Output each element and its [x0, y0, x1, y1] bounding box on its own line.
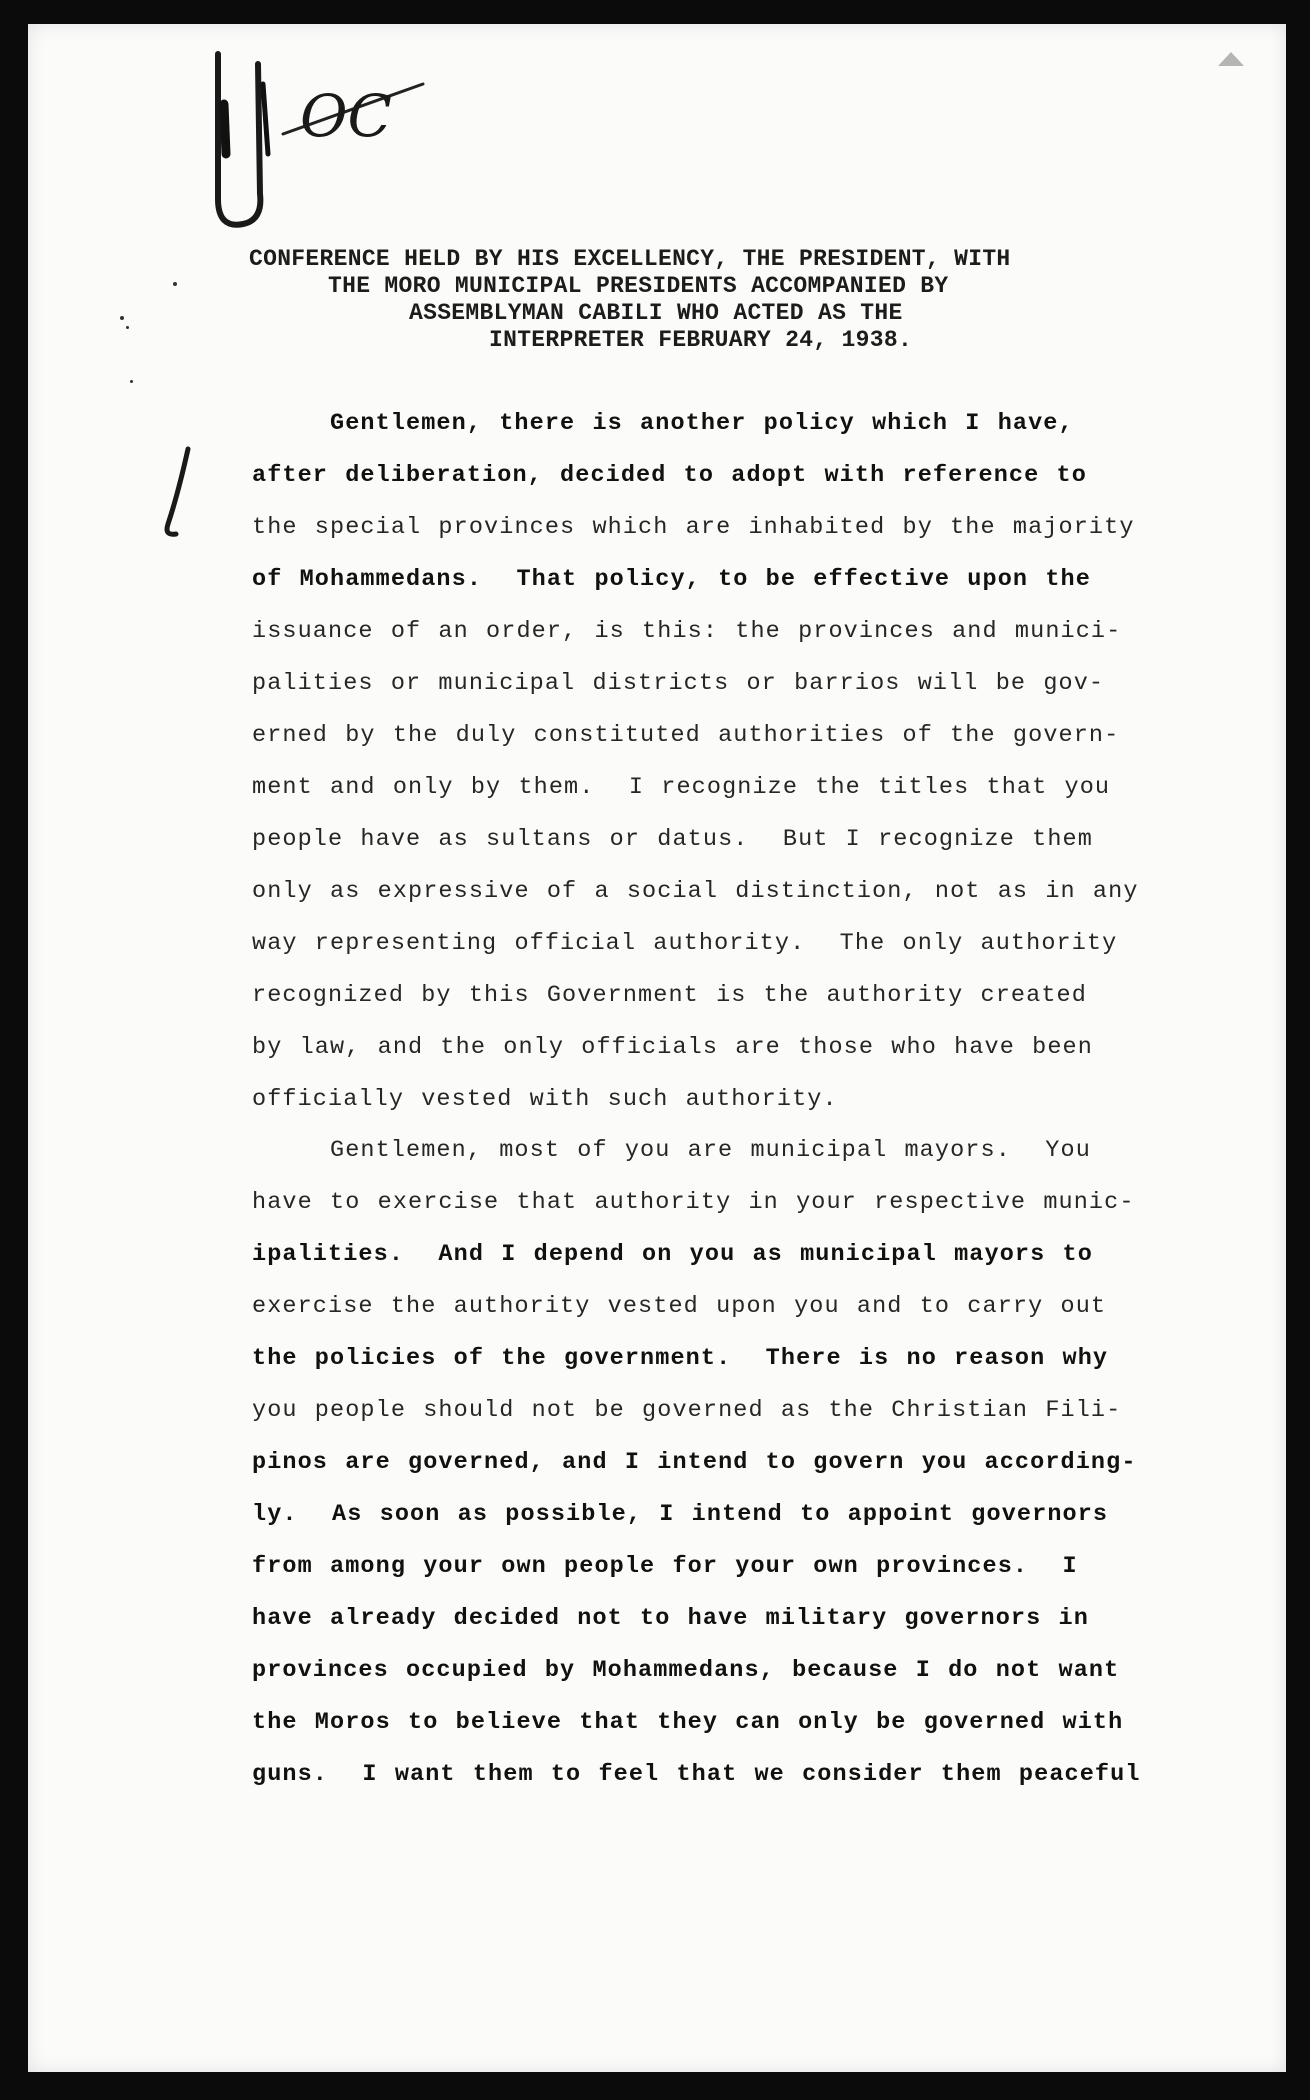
- text-line: way representing official authority. The only authority: [252, 930, 1118, 957]
- handwritten-annotation: [188, 44, 488, 244]
- scan-speck: [130, 380, 133, 383]
- handwritten-initials: OC: [300, 82, 392, 150]
- text-line: provinces occupied by Mohammedans, because I do not want: [252, 1657, 1120, 1684]
- text-line: pinos are governed, and I intend to govern you according-: [252, 1449, 1137, 1476]
- text-line: have already decided not to have military governors in: [252, 1605, 1089, 1632]
- text-line: guns. I want them to feel that we consider them peaceful: [252, 1761, 1141, 1788]
- text-line: you people should not be governed as the Christian Fili-: [252, 1397, 1122, 1424]
- text-line: ipalities. And I depend on you as municipal mayors to: [252, 1241, 1093, 1268]
- text-line: the Moros to believe that they can only be governed with: [252, 1709, 1124, 1736]
- heading-line: CONFERENCE HELD BY HIS EXCELLENCY, THE PRESIDENT, WITH: [249, 246, 1011, 272]
- text-line: the special provinces which are inhabited by the majority: [252, 514, 1135, 541]
- corner-scuff: [1216, 50, 1246, 68]
- text-line: the policies of the government. There is no reason why: [252, 1345, 1109, 1372]
- margin-pen-mark: [148, 444, 208, 544]
- text-line: exercise the authority vested upon you and to carry out: [252, 1293, 1107, 1320]
- text-line: after deliberation, decided to adopt with reference to: [252, 462, 1087, 489]
- text-line: from among your own people for your own provinces. I: [252, 1553, 1078, 1580]
- scan-speck: [173, 282, 177, 286]
- text-line: people have as sultans or datus. But I recognize them: [252, 826, 1093, 853]
- text-line: of Mohammedans. That policy, to be effective upon the: [252, 566, 1091, 593]
- text-line: ment and only by them. I recognize the titles that you: [252, 774, 1111, 801]
- text-line: have to exercise that authority in your respective munic-: [252, 1189, 1135, 1216]
- text-line: ly. As soon as possible, I intend to appoint governors: [252, 1501, 1109, 1528]
- scan-speck: [126, 326, 129, 329]
- document-heading: [230, 246, 1110, 354]
- text-line: issuance of an order, is this: the provinces and munici-: [252, 618, 1122, 645]
- heading-line: INTERPRETER FEBRUARY 24, 1938.: [489, 327, 913, 353]
- heading-line: ASSEMBLYMAN CABILI WHO ACTED AS THE: [409, 300, 903, 326]
- text-line: officially vested with such authority.: [252, 1086, 838, 1113]
- text-line: Gentlemen, most of you are municipal mayors. You: [330, 1137, 1091, 1164]
- text-line: erned by the duly constituted authorities of the govern-: [252, 722, 1120, 749]
- paragraph-1: [252, 398, 1172, 1126]
- scan-speck: [120, 316, 124, 320]
- heading-line: THE MORO MUNICIPAL PRESIDENTS ACCOMPANIED BY: [328, 273, 949, 299]
- text-line: recognized by this Government is the authority created: [252, 982, 1087, 1009]
- text-line: Gentlemen, there is another policy which I have,: [330, 410, 1074, 437]
- text-line: only as expressive of a social distinction, not as in any: [252, 878, 1139, 905]
- paragraph-2: [252, 1125, 1172, 1801]
- text-line: palities or municipal districts or barrios will be gov-: [252, 670, 1105, 697]
- text-line: by law, and the only officials are those who have been: [252, 1034, 1093, 1061]
